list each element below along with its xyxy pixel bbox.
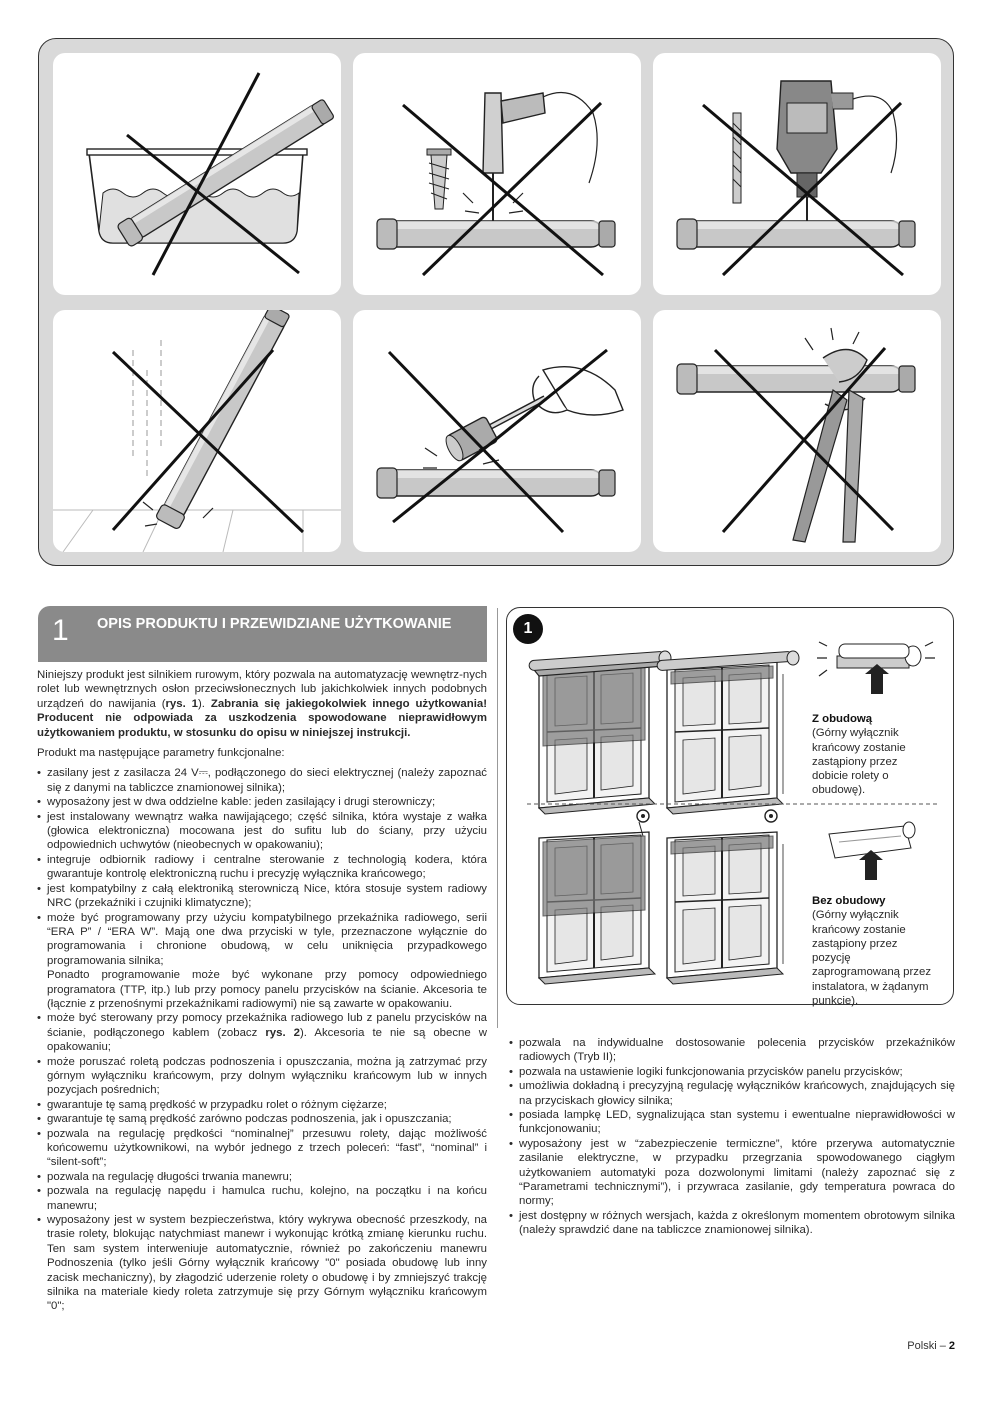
list-item: • pozwala na indywidualne dostosowanie polecenia przycisków przekaźników radiowych (Tryb II);	[509, 1036, 955, 1065]
warning-illustrations	[38, 38, 954, 566]
warning-no-pliers	[653, 310, 941, 552]
drill-illustration	[653, 53, 941, 295]
caption-without-box-text: (Górny wyłącznik krańcowy zostanie zastąpiony przez pozycję zaprogramowaną przez instalatora, w żądanym punkcie).	[812, 909, 932, 1008]
list-item: • pozwala na ustawienie logiki funkcjonowania przycisków panelu przycisków;	[509, 1065, 955, 1079]
section-header	[38, 606, 487, 662]
list-item: • wyposażony jest w “zabezpieczenie termiczne”, które przerywa automatycznie zasilanie elektryczne, w przypadku przegrzania spowodowanego ciągłym użytkowaniem automatyki poza dozwolonymi limitami (należy zapoznać się z “Parametrami technicznymi”), i przywraca zasilanie, gdy temperatura powraca do normy;	[509, 1137, 955, 1209]
window-without-box-lowered	[539, 810, 655, 984]
intro-warning-bold: Zabrania się jakiegokolwiek innego użytkowania! Producent nie odpowiada za uszkodzenia spowodowane nieprawidłowym użytkowaniem produktu, w stosunku do opisu w niniejszej instrukcji.	[37, 697, 487, 739]
warning-no-drilling	[653, 53, 941, 295]
pliers-illustration	[653, 310, 941, 552]
intro-text-a: Niniejszy produkt jest silnikiem rurowym, który pozwala na automatyzację wewnętrz-nych rolet lub wewnętrznych osłon przeciwsłonecznych lub jakichkolwiek innych podobnych urządzeń do nawijania (	[37, 669, 487, 710]
feature-list-right	[509, 1036, 955, 1238]
footer-language: Polski –	[907, 1340, 949, 1352]
falling-motor-illustration	[53, 310, 341, 552]
caption-without-box-title: Bez obudowy	[812, 895, 886, 907]
no-box-detail	[829, 822, 915, 880]
intro-figure-ref: rys. 1	[165, 697, 198, 710]
window-with-box-lowered	[529, 651, 671, 814]
list-item: • posiada lampkę LED, sygnalizująca stan systemu i ewentualne nieprawidłowości w funkcjonowaniu;	[509, 1108, 955, 1137]
list-item: • integruje odbiornik radiowy i centralne sterowanie z technologią kodera, która gwarantuje kontrolę elektroniczną ruchu i precyzję wyłącznika krańcowego;	[37, 853, 487, 882]
list-item: • umożliwia dokładną i precyzyjną regulację wyłączników krańcowych, znajdujących się na przyciskach głowicy silnika;	[509, 1079, 955, 1108]
feature-list-left-2	[37, 1011, 487, 1314]
list-item-text-a: może być sterowany przy pomocy przekaźnika radiowego lub z panelu przycisków na ścianie, podłączonego kablem (zobacz	[47, 1012, 487, 1039]
figure-number-badge: 1	[513, 614, 543, 644]
list-item: • wyposażony jest w system bezpieczeństwa, który wykrywa obecność przeszkody, na trasie rolety, blokując natychmiast manewr i wykonując krótką zmianę kierunku ruchu. Ten sam system interweniuje automatycznie, również po zakończeniu manewru Podnoszenia (tylko jeśli Górny wyłącznik krańcowy "0" posiada obudowę lub inny zacisk mechaniczny), by złagodzić uderzenie rolety o obudowę i by zmniejszyć trakcję silnika na materiale kiedy roleta zatrzymuje się przy Górnym wyłączniku krańcowym "0";	[37, 1213, 487, 1314]
list-item: • gwarantuje tę samą prędkość w przypadku rolet o różnym ciężarze;	[37, 1098, 487, 1112]
figure-1	[506, 607, 954, 1008]
right-column	[509, 1036, 955, 1238]
list-item: • może poruszać roletą podczas podnoszenia i opuszczania, można ją zatrzymać przy górnym wyłączniku krańcowym, przy dolnym wyłączniku krańcowym lub w innych pozycjach pośrednich;	[37, 1055, 487, 1098]
caption-with-box-text: (Górny wyłącznik krańcowy zostanie zastąpiony przez dobicie rolety o obudowę).	[812, 727, 906, 797]
list-item-text-b: ). Akcesoria te nie są obecne w opakowaniu;	[47, 1026, 487, 1054]
intro-paragraph	[37, 668, 487, 740]
list-item: • gwarantuje tę samą prędkość zarówno podczas podnoszenia, jak i opuszczania;	[37, 1112, 487, 1126]
motor-in-water-illustration	[53, 53, 341, 295]
warning-no-dropping	[53, 310, 341, 552]
column-divider	[497, 608, 498, 1028]
intro-text-b: ).	[198, 697, 211, 710]
list-item: • pozwala na regulację długości trwania manewru;	[37, 1170, 487, 1184]
screwdriver-illustration	[353, 53, 641, 295]
warning-no-water	[53, 53, 341, 295]
list-item: • pozwala na regulację napędu i hamulca ruchu, kolejno, na początku i na końcu manewru;	[37, 1184, 487, 1213]
caption-with-box-title: Z obudową	[812, 713, 873, 725]
feature-list-left	[37, 766, 487, 968]
list-item: • może być programowany przy użyciu kompatybilnego przekaźnika radiowego, serii “ERA P” / “ERA W”. Mają one dwa przyciski w tyle, przeznaczone wyłącznie do programowania i chronione obudową, w celu uniknięcia przypadkowego programowania silnika;	[37, 911, 487, 969]
programming-note: Ponadto programowanie może być wykonane przy pomocy odpowiedniego programatora (TTP, itp.) lub przy pomocy panelu przycisków na ścianie. Akcesoria te (łącznie z przenośnymi przekaźnikami radiowymi) nie są zawarte w opakowaniu.	[47, 969, 487, 1010]
intro-params-line: Produkt ma następujące parametry funkcjonalne:	[37, 747, 285, 760]
list-item: • pozwala na regulację prędkości “nominalnej” przesuwu rolety, dając możliwość końcowemu użytkownikowi, na wybór jednego z trzech poleceń: “fast”, “nominal” i “silent-soft”;	[37, 1127, 487, 1170]
section-title: OPIS PRODUKTU I PRZEWIDZIANE UŻYTKOWANIE	[97, 616, 452, 632]
list-item: • zasilany jest z zasilacza 24 V⎓, podłączonego do sieci elektrycznej (należy zapoznać się z danymi na tabliczce znamionowej silnika);	[37, 766, 487, 795]
caption-without-box	[812, 894, 936, 1008]
window-without-box-raised	[667, 810, 783, 984]
left-column	[37, 668, 487, 1314]
page-number: 2	[948, 1340, 955, 1352]
caption-with-box	[812, 712, 936, 798]
box-detail	[817, 642, 935, 694]
list-item: • wyposażony jest w dwa oddzielne kable: jeden zasilający i drugi sterowniczy;	[37, 795, 487, 809]
warning-no-screws	[353, 53, 641, 295]
list-item: • jest dostępny w różnych wersjach, każda z określonym momentem obrotowym silnika (należy sprawdzić dane na tabliczce znamionowej silnika).	[509, 1209, 955, 1238]
list-item	[37, 1011, 487, 1054]
warning-no-hammering	[353, 310, 641, 552]
page-footer	[907, 1340, 955, 1352]
hammer-illustration	[353, 310, 641, 552]
list-item: • jest instalowany wewnątrz wałka nawijającego; część silnika, która wystaje z wałka (głowica elektroniczna) mocowana jest do sufitu lub do ściany, przy użyciu odpowiednich uchwytów (nieobecnych w opakowaniu);	[37, 810, 487, 853]
list-item: • jest kompatybilny z całą elektroniką sterowniczą Nice, która stosuje system radiowy NRC (przekaźniki i czujniki klimatyczne);	[37, 882, 487, 911]
figure-ref: rys. 2	[265, 1026, 301, 1039]
section-number: 1	[52, 614, 69, 647]
window-with-box-raised	[657, 651, 799, 814]
